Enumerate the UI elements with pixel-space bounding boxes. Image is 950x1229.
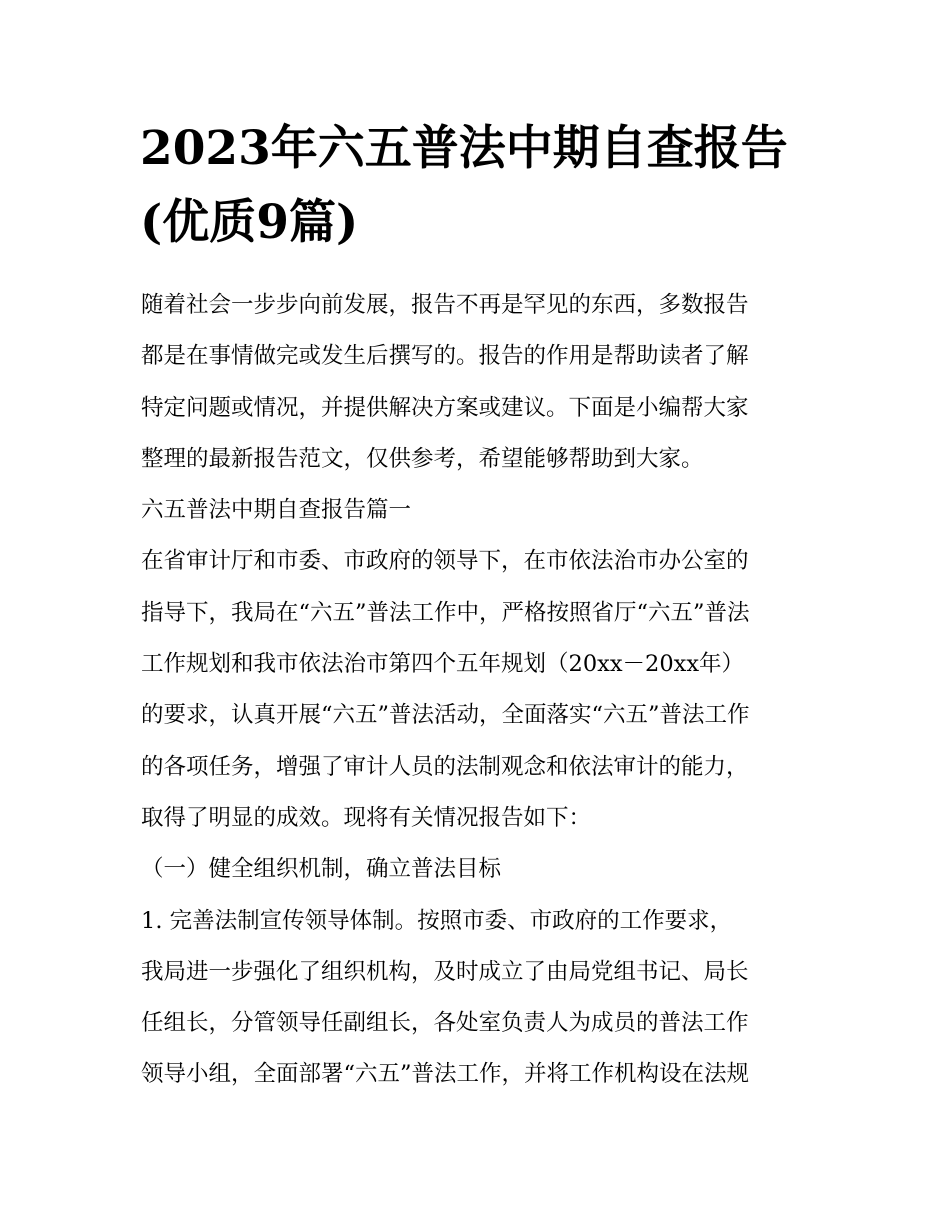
- body-line: 的各项任务，增强了审计人员的法制观念和依法审计的能力，: [141, 753, 749, 780]
- body-line: 取得了明显的成效。现将有关情况报告如下：: [141, 804, 592, 831]
- body-line: 工作规划和我市依法治市第四个五年规划（20xx－20xx年）: [141, 651, 745, 678]
- body-line: 我局进一步强化了组织机构，及时成立了由局党组书记、局长: [141, 958, 749, 985]
- body-line: 都是在事情做完或发生后撰写的。报告的作用是帮助读者了解: [141, 343, 749, 370]
- subsection-heading: （一）健全组织机制，确立普法目标: [141, 856, 502, 883]
- document-title: [140, 112, 820, 260]
- body-line: 的要求，认真开展“六五”普法活动，全面落实“六五”普法工作: [141, 702, 750, 729]
- title-line: (优质9篇): [140, 195, 359, 250]
- body-line: 在省审计厅和市委、市政府的领导下，在市依法治市办公室的: [141, 548, 749, 575]
- document-body: [141, 280, 831, 1101]
- body-line: 指导下，我局在“六五”普法工作中，严格按照省厅“六五”普法: [141, 599, 750, 626]
- body-line: 特定问题或情况，并提供解决方案或建议。下面是小编帮大家: [141, 394, 749, 421]
- body-line: 随着社会一步步向前发展，报告不再是罕见的东西，多数报告: [141, 292, 749, 318]
- body-line: 任组长，分管领导任副组长，各处室负责人为成员的普法工作: [141, 1010, 749, 1037]
- body-line: 1. 完善法制宣传领导体制。按照市委、市政府的工作要求，: [141, 907, 733, 934]
- body-line: 整理的最新报告范文，仅供参考，希望能够帮助到大家。: [141, 445, 704, 472]
- title-line: 2023年六五普法中期自查报告: [140, 121, 788, 176]
- body-line: 领导小组，全面部署“六五”普法工作，并将工作机构设在法规: [141, 1061, 750, 1088]
- section-heading: 六五普法中期自查报告篇一: [141, 497, 412, 524]
